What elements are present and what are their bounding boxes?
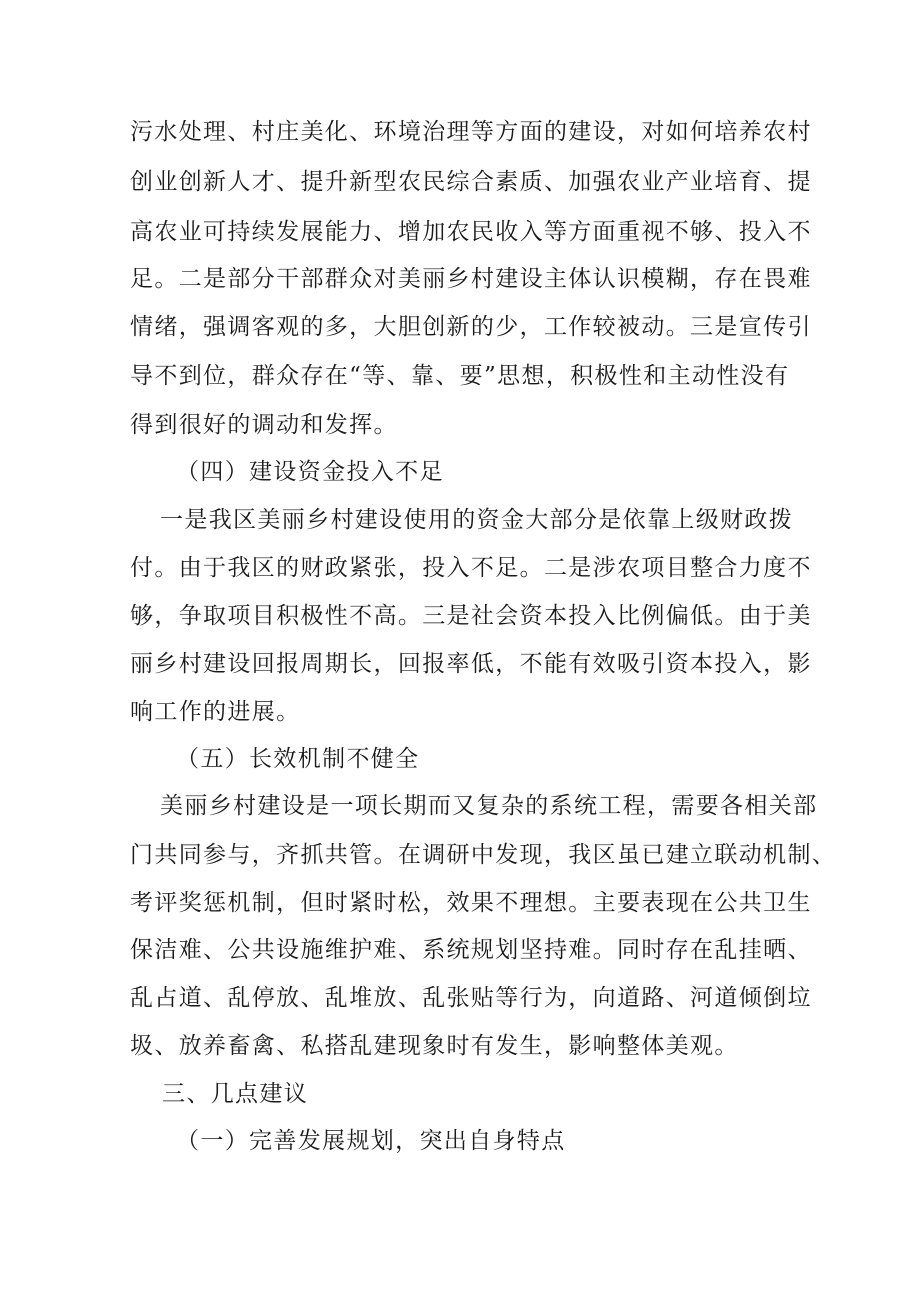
paragraph-line: 导不到位，群众存在“等、靠、要”思想，积极性和主动性没有 <box>130 363 790 389</box>
section-heading: （一）完善发展规划，突出自身特点 <box>176 1128 566 1154</box>
paragraph-line: 够，争取项目积极性不高。三是社会资本投入比例偏低。由于美 <box>130 603 812 629</box>
paragraph-line: 丽乡村建设回报周期长，回报率低，不能有效吸引资本投入，影 <box>130 651 812 677</box>
paragraph-line: 美丽乡村建设是一项长期而又复杂的系统工程，需要各相关部 <box>160 793 818 819</box>
paragraph-line: 考评奖惩机制，但时紧时松，效果不理想。主要表现在公共卫生 <box>130 890 812 916</box>
paragraph-line: 创业创新人才、提升新型农民综合素质、加强农业产业培育、提 <box>130 169 812 195</box>
paragraph-line: 情绪，强调客观的多，大胆创新的少，工作较被动。三是宣传引 <box>130 314 812 340</box>
paragraph-line: 污水处理、村庄美化、环境治理等方面的建设，对如何培养农村 <box>130 119 812 145</box>
paragraph-line: 付。由于我区的财政紧张，投入不足。二是涉农项目整合力度不 <box>130 555 812 581</box>
paragraph-line: 高农业可持续发展能力、增加农民收入等方面重视不够、投入不 <box>130 219 812 245</box>
paragraph-line: 足。二是部分干部群众对美丽乡村建设主体认识模糊，存在畏难 <box>130 266 812 292</box>
paragraph-line: 保洁难、公共设施维护难、系统规划坚持难。同时存在乱挂晒、 <box>130 937 812 963</box>
paragraph-line: 乱占道、乱停放、乱堆放、乱张贴等行为，向道路、河道倾倒垃 <box>130 985 812 1011</box>
section-heading: （四）建设资金投入不足 <box>176 459 444 485</box>
paragraph-line: 圾、放养畜禽、私搭乱建现象时有发生，影响整体美观。 <box>130 1033 739 1059</box>
section-heading: （五）长效机制不健全 <box>176 746 420 772</box>
paragraph-line: 门共同参与，齐抓共管。在调研中发现，我区虽已建立联动机制、 <box>130 842 837 868</box>
paragraph-line: 得到很好的调动和发挥。 <box>130 412 398 438</box>
paragraph-line: 响工作的进展。 <box>130 699 301 725</box>
chapter-heading: 三、几点建议 <box>162 1081 309 1107</box>
paragraph-line: 一是我区美丽乡村建设使用的资金大部分是依靠上级财政拨 <box>160 507 794 533</box>
